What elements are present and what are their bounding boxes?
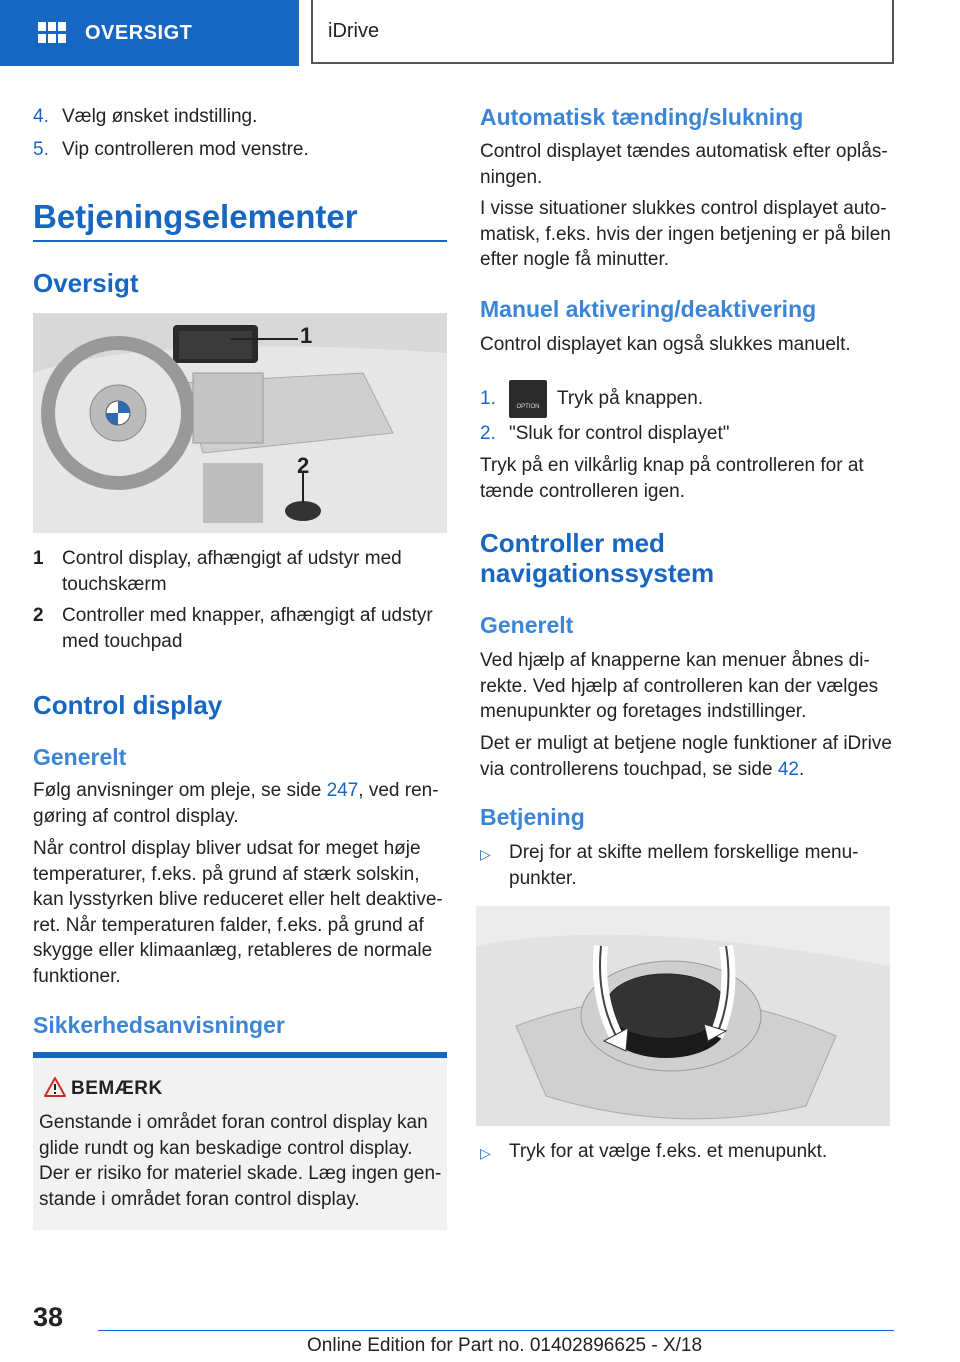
paragraph-text: .	[798, 758, 805, 780]
page-link-42[interactable]: 42	[777, 758, 799, 780]
cockpit-drawing	[33, 313, 447, 533]
heading-sikkerhedsanvisninger: Sikkerhedsanvisninger	[33, 1012, 285, 1038]
controller-drawing	[476, 906, 890, 1126]
chapter-label: iDrive	[328, 19, 380, 42]
page-number: 38	[33, 1302, 64, 1332]
warning-box	[33, 1052, 447, 1230]
step-text: Tryk på knappen.	[557, 388, 704, 410]
cockpit-illustration	[33, 313, 447, 533]
grid-menu-icon	[38, 22, 66, 44]
figure-label-1: 1	[300, 323, 313, 348]
warning-triangle-icon	[43, 1076, 67, 1098]
legend-text: Controller med knapper, afhængigt af udstyr med touchpad	[62, 605, 433, 652]
bullet-tryk	[480, 1139, 895, 1167]
bullet-drej	[480, 840, 895, 891]
step-5	[33, 137, 447, 163]
step-number: 2.	[480, 423, 496, 444]
step-2	[480, 421, 895, 447]
step-number: 5.	[33, 139, 49, 160]
step-1	[480, 380, 895, 418]
top-navigation	[0, 0, 960, 66]
legend-number: 2	[33, 605, 44, 626]
heading-rule	[33, 240, 447, 242]
paragraph-text: , ved rengøring af control display.	[33, 780, 439, 827]
paragraph-text: Følg anvisninger om pleje, se side	[33, 780, 327, 801]
heading-oversigt: Oversigt	[33, 268, 139, 298]
step-number: 4.	[33, 106, 49, 127]
paragraph-manuel: Control displayet kan også slukkes manuelt.	[480, 334, 851, 355]
tab-oversigt-label: OVERSIGT	[85, 21, 193, 44]
heading-generelt: Generelt	[33, 744, 127, 770]
heading-controller-navigation: Controller med navigationssystem	[480, 528, 715, 588]
step-text: "Sluk for control displayet"	[509, 423, 730, 444]
paragraph-text: Det er muligt at betjene nogle funktioner af iDrive via controllerens touchpad, se side	[480, 733, 892, 780]
heading-betjeningselementer: Betjeningselementer	[33, 198, 358, 235]
option-button-icon	[509, 380, 547, 418]
bullet-text: Drej for at skifte mellem forskellige menupunkter.	[509, 842, 859, 889]
heading-manuel: Manuel aktivering/deaktivering	[480, 296, 817, 322]
bullet-triangle-icon: ▷	[480, 1145, 491, 1161]
option-button-label: OPTION	[516, 404, 540, 410]
footer-edition: Online Edition for Part no. 01402896625 - X/18	[307, 1335, 703, 1356]
legend-number: 1	[33, 548, 44, 569]
warning-title: BEMÆRK	[71, 1078, 163, 1099]
tab-oversigt[interactable]	[0, 0, 299, 66]
warning-bar	[33, 1052, 447, 1058]
warning-text: Genstande i området foran control display kan glide rundt og kan beskadige control display. Der er risiko for materiel skade. Læg ingen genstande i området foran control display.	[39, 1112, 442, 1210]
step-text: Vælg ønsket indstilling.	[62, 106, 258, 127]
page-link-247[interactable]: 247	[326, 780, 359, 801]
controller-illustration	[476, 906, 890, 1126]
footer-rule	[98, 1330, 894, 1331]
paragraph-generelt-1: Ved hjælp af knapperne kan menuer åbnes direkte. Ved hjælp af controlleren kan der vælges menupunkter og foretages indstillinger.	[480, 650, 879, 722]
heading-automatisk: Automatisk tænding/slukning	[480, 104, 804, 130]
heading-betjening: Betjening	[480, 804, 585, 830]
paragraph-temperatur: Når control display bliver udsat for meget høje temperaturer, f.eks. på grund af stærk solskin, kan lysstyrken blive reduceret eller helt deaktiveret. Når temperaturen falder, f.eks. på grund af skygge eller klimaanlæg, retableres de normale funktioner.	[33, 838, 443, 987]
legend-item-1	[33, 546, 447, 597]
step-number: 1.	[480, 388, 496, 410]
paragraph-auto-1: Control displayet tændes automatisk efter oplåsningen.	[480, 141, 888, 188]
paragraph-manuel-2: Tryk på en vilkårlig knap på controlleren for at tænde controlleren igen.	[480, 455, 864, 502]
heading-control-display: Control display	[33, 690, 223, 720]
paragraph-generelt-2	[480, 731, 895, 782]
paragraph-pleje	[33, 778, 447, 829]
figure-label-2: 2	[297, 453, 310, 478]
legend-item-2	[33, 603, 447, 654]
step-4	[33, 104, 447, 130]
bullet-text: Tryk for at vælge f.eks. et menupunkt.	[509, 1141, 828, 1162]
paragraph-auto-2: I visse situationer slukkes control displayet automatisk, f.eks. hvis der ingen betjening er på bilen efter nogle få minutter.	[480, 198, 891, 270]
legend-text: Control display, afhængigt af udstyr med touchskærm	[62, 548, 402, 595]
tab-chapter-idrive[interactable]	[311, 0, 894, 64]
step-text: Vip controlleren mod venstre.	[62, 139, 309, 160]
bullet-triangle-icon: ▷	[480, 846, 491, 862]
heading-generelt-right: Generelt	[480, 612, 574, 638]
